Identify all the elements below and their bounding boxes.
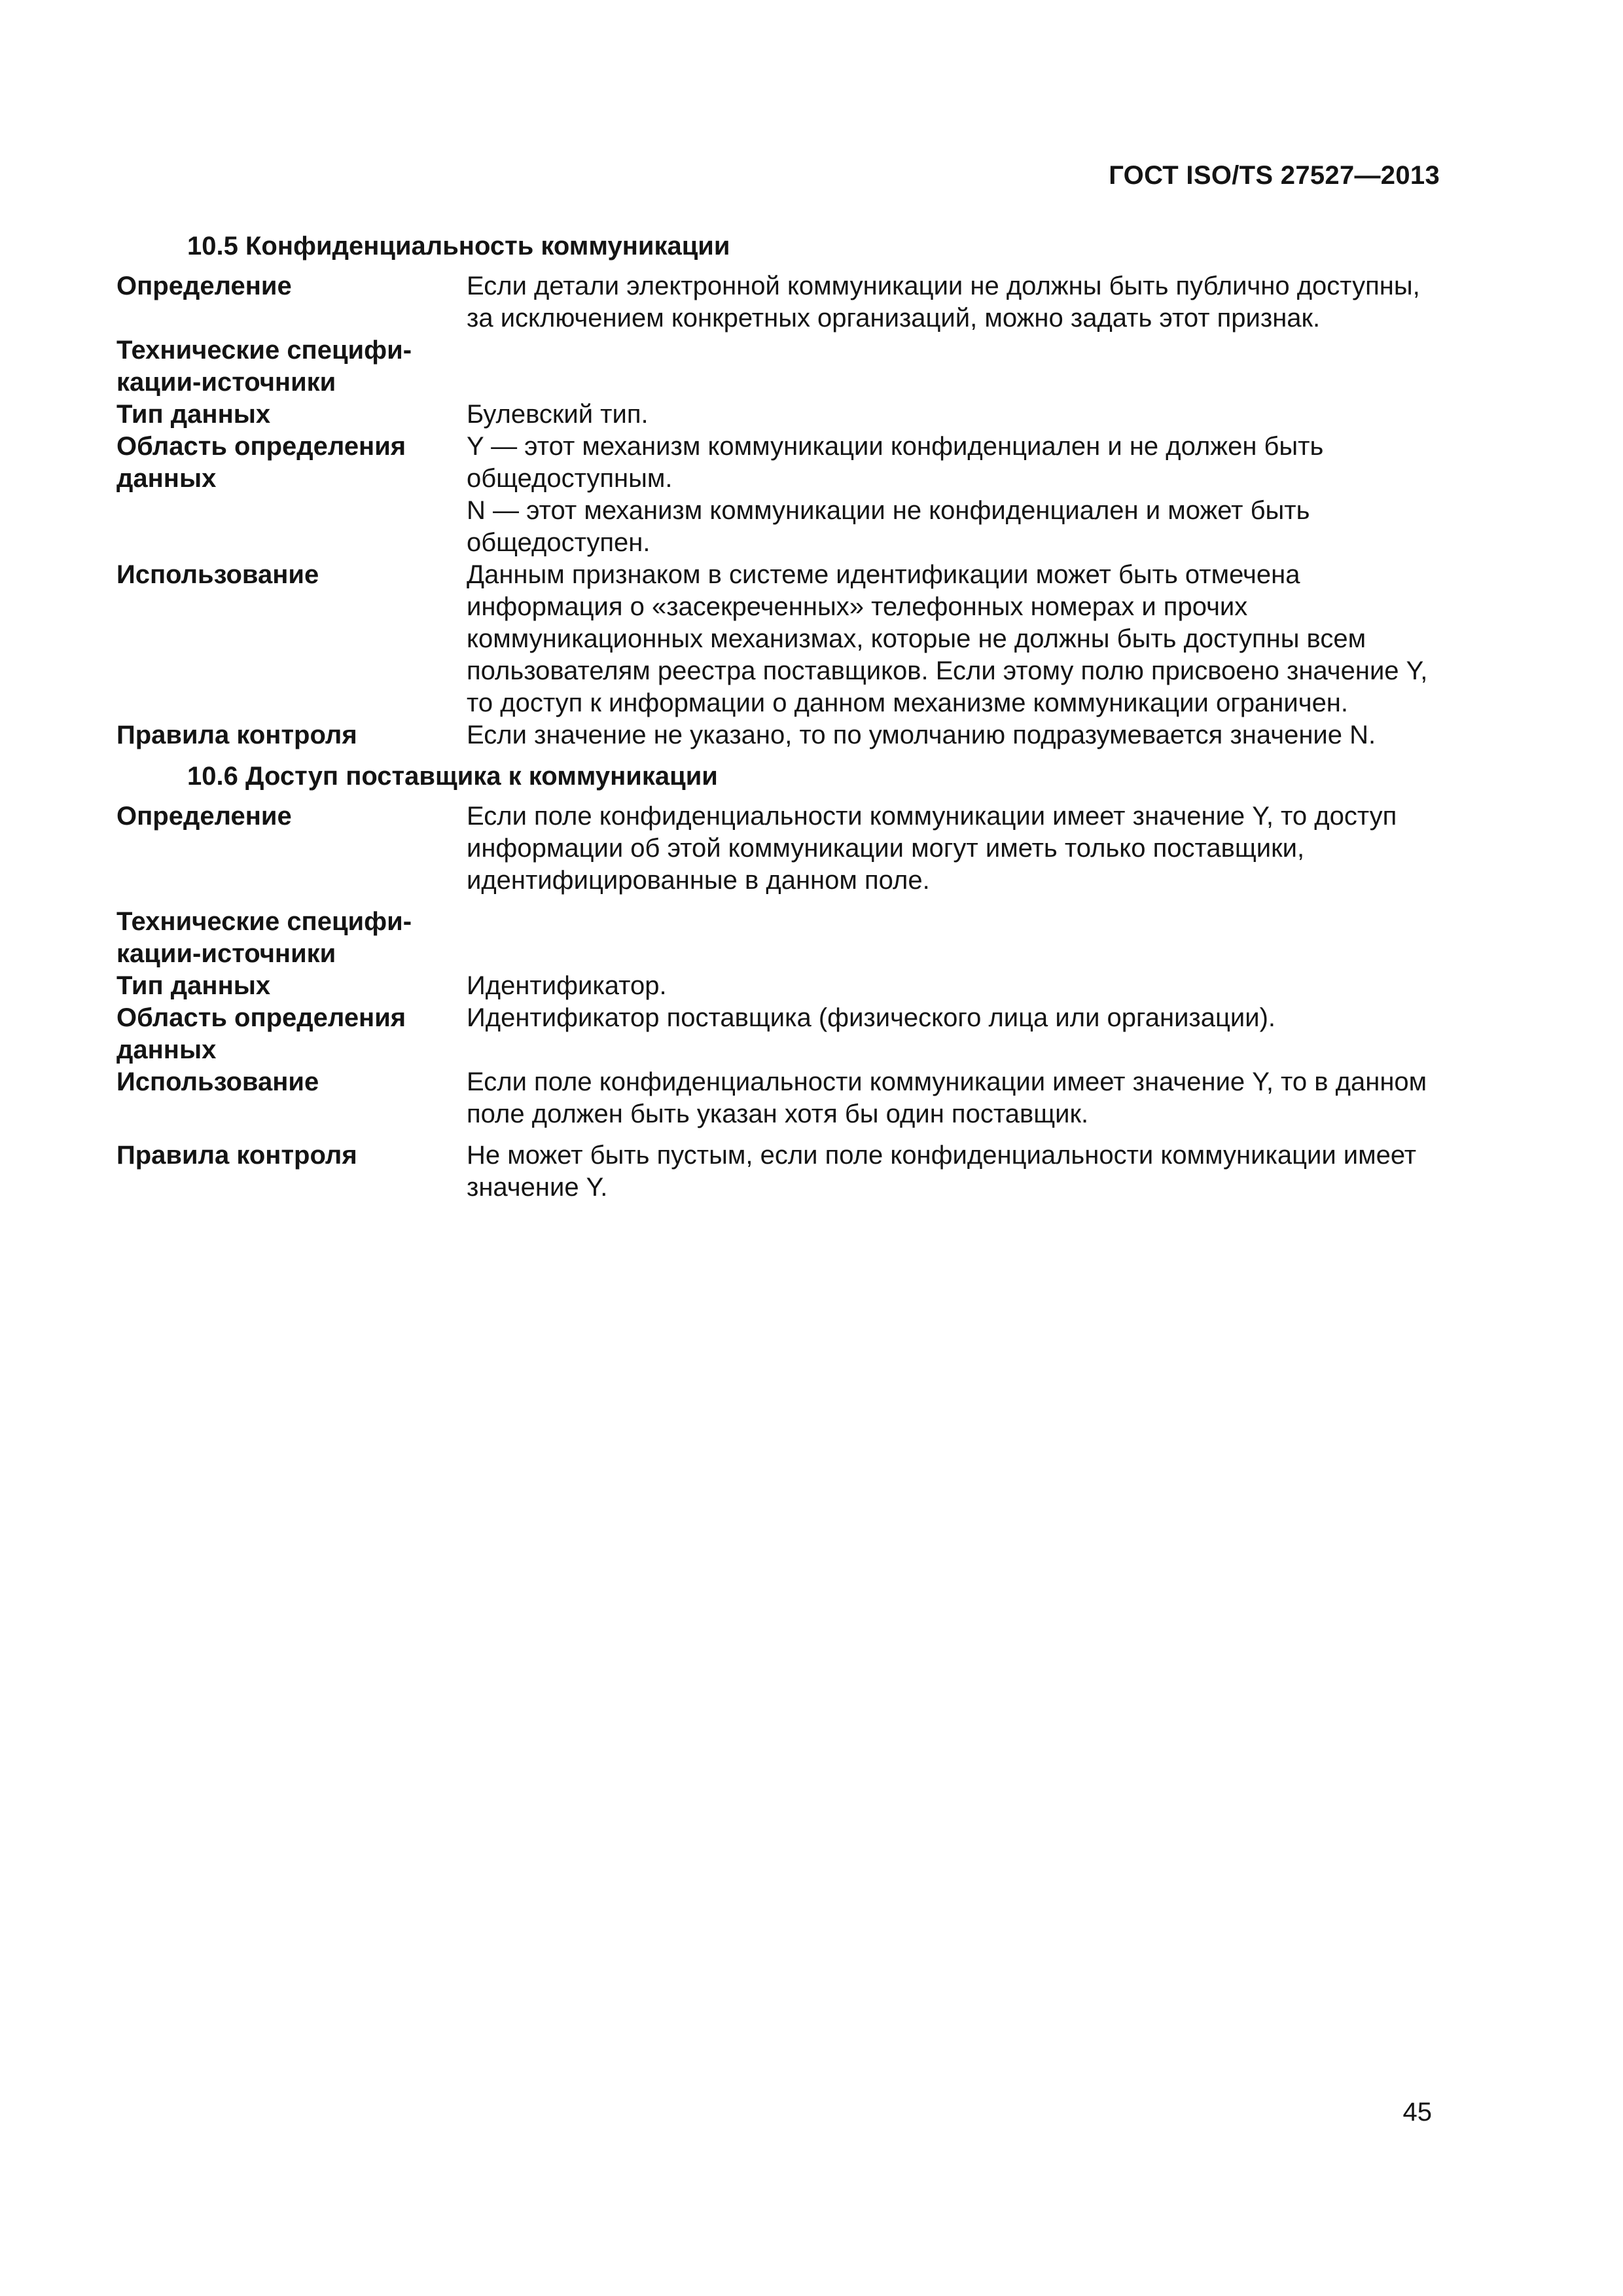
term-label: Определение	[116, 272, 292, 300]
description-paragraph: Идентификатор.	[467, 971, 667, 1000]
term-description	[467, 970, 1445, 1002]
definition-row	[116, 270, 1445, 334]
description-paragraph: Y — этот механизм коммуникации конфиденциален и не должен быть общедоступным.	[467, 432, 1324, 493]
section-title: 10.5 Конфиденциальность коммуникации	[187, 232, 730, 260]
description-paragraph: Данным признаком в системе идентификации может быть отмечена информация о «засекреченных» телефонных номерах и прочих коммуникационных механизмах, которые не должны быть доступны всем пользователям реестра поставщиков. Если этому полю присвоено значение Y, то доступ к информации о данном механизме коммуникации ограничен.	[467, 560, 1428, 717]
definition-row	[116, 1066, 1445, 1130]
term-label: Тип данных	[116, 971, 271, 1000]
term-label: Тип данных	[116, 400, 271, 429]
term-label: Область определения данных	[116, 1003, 406, 1064]
term-description	[467, 1002, 1445, 1034]
document-id-header: ГОСТ ISO/TS 27527—2013	[1109, 161, 1440, 190]
term-description	[467, 270, 1445, 334]
term-label: Определение	[116, 802, 292, 831]
definition-row	[116, 1139, 1445, 1204]
term-label: Правила контроля	[116, 721, 357, 749]
term-description	[467, 1066, 1445, 1130]
definition-row	[116, 719, 1445, 751]
definition-row	[116, 970, 1445, 1002]
term-description	[467, 719, 1445, 751]
description-paragraph: Булевский тип.	[467, 400, 649, 429]
description-paragraph: Если поле конфиденциальности коммуникации имеет значение Y, то в данном поле должен быть указан хотя бы один поставщик.	[467, 1067, 1427, 1128]
term-description	[467, 559, 1445, 719]
section-title: 10.6 Доступ поставщика к коммуникации	[187, 762, 718, 791]
description-paragraph: Если поле конфиденциальности коммуникации имеет значение Y, то доступ информации об этой коммуникации могут иметь только поставщики, идентифицированные в данном поле.	[467, 802, 1397, 895]
term-label: Использование	[116, 1067, 319, 1096]
definition-row	[116, 906, 1445, 970]
definition-row	[116, 1002, 1445, 1066]
term-description	[467, 431, 1445, 559]
definition-row	[116, 334, 1445, 399]
term-label: Технические спецификации-источники	[116, 907, 412, 968]
description-paragraph: Не может быть пустым, если поле конфиденциальности коммуникации имеет значение Y.	[467, 1141, 1417, 1202]
term-label: Область определения данных	[116, 432, 406, 493]
definition-row	[116, 431, 1445, 559]
definition-row	[116, 399, 1445, 431]
term-description	[467, 1139, 1445, 1204]
term-label: Технические спецификации-источники	[116, 336, 412, 397]
term-description	[467, 399, 1445, 431]
description-paragraph: Если значение не указано, то по умолчанию подразумевается значение N.	[467, 721, 1376, 749]
term-description	[467, 800, 1445, 897]
term-label: Правила контроля	[116, 1141, 357, 1170]
document-body	[116, 230, 1445, 1204]
definition-row	[116, 800, 1445, 897]
description-paragraph: Если детали электронной коммуникации не должны быть публично доступны, за исключением конкретных организаций, можно задать этот признак.	[467, 272, 1420, 332]
term-label: Использование	[116, 560, 319, 589]
description-paragraph: Идентификатор поставщика (физического лица или организации).	[467, 1003, 1276, 1032]
definition-row	[116, 559, 1445, 719]
page-number: 45	[1402, 2098, 1432, 2126]
description-paragraph: N — этот механизм коммуникации не конфиденциален и может быть общедоступен.	[467, 496, 1310, 557]
